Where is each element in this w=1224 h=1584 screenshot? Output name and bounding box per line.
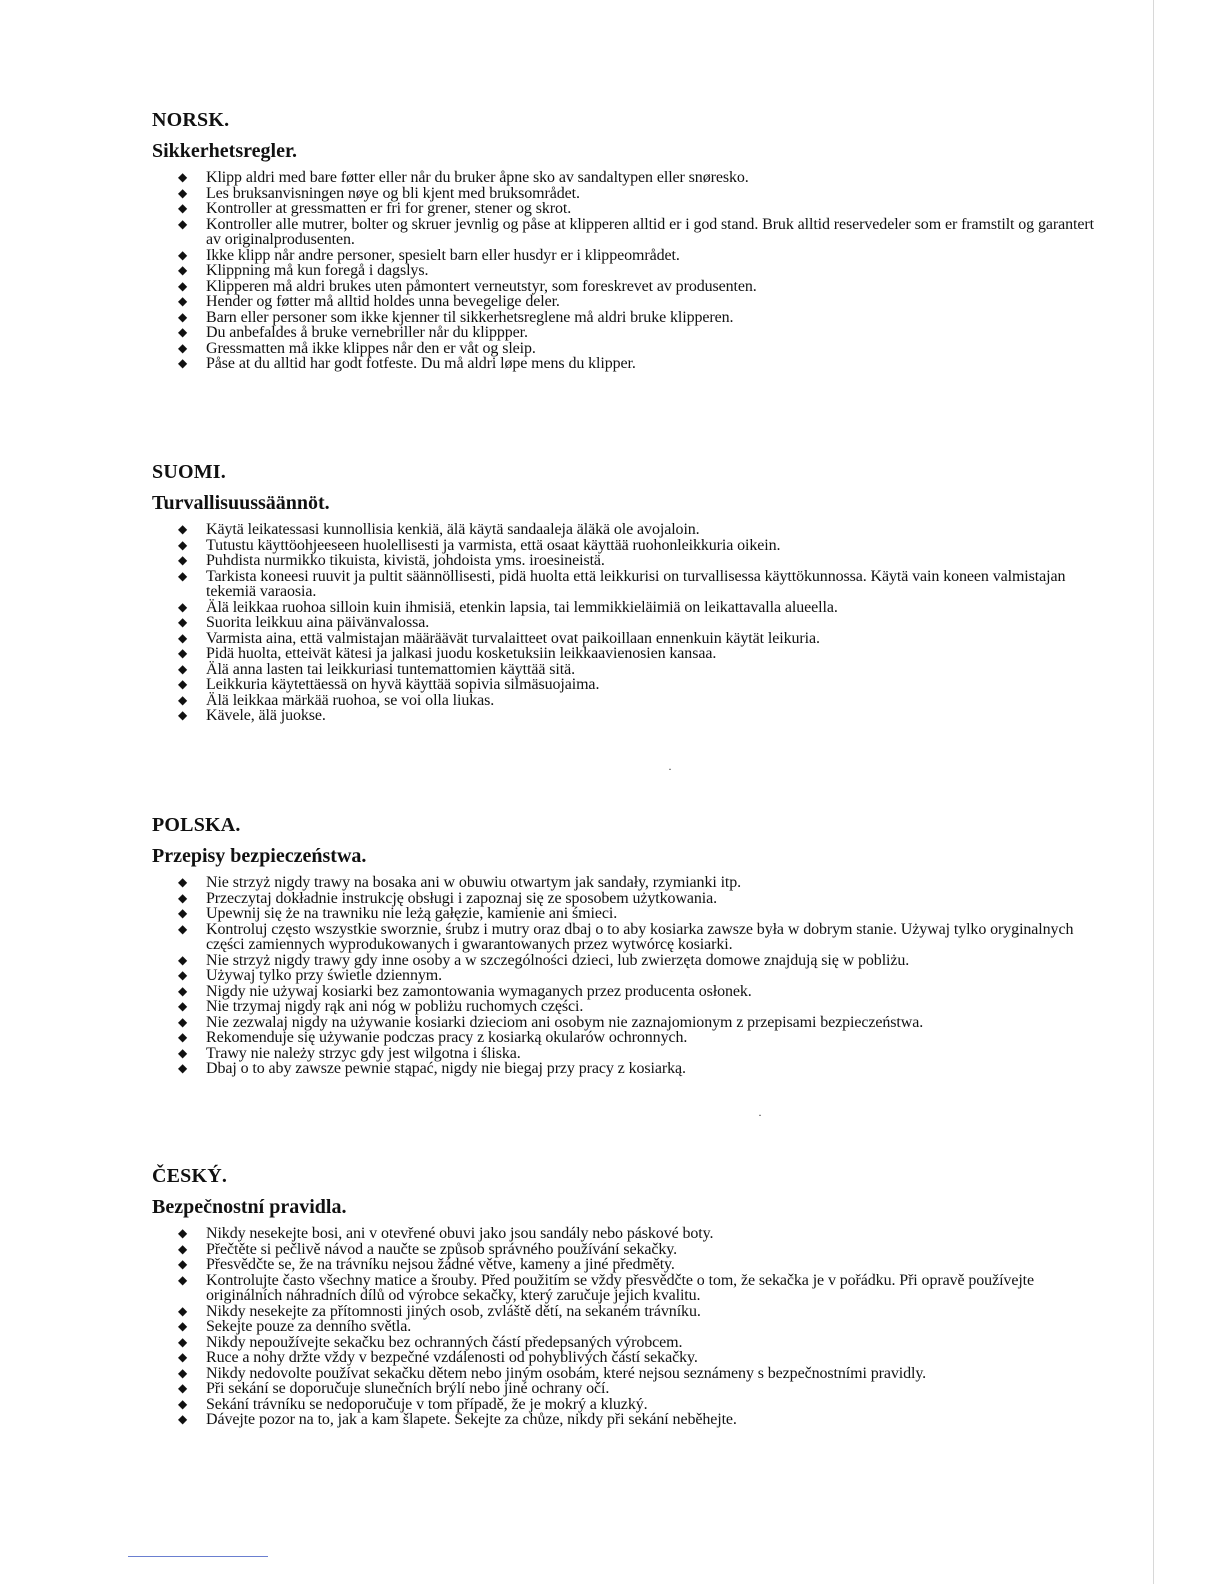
diamond-bullet-icon: ◆: [178, 216, 188, 231]
rule-text: Barn eller personer som ikke kjenner til sikkerhetsreglene må aldri bruke klipperen.: [206, 308, 734, 326]
diamond-bullet-icon: ◆: [178, 1412, 188, 1426]
diamond-bullet-icon: ◆: [178, 1241, 188, 1256]
rule-text: Ikke klipp når andre personer, spesielt barn eller husdyr er i klippeområdet.: [206, 246, 680, 264]
rule-item: [178, 922, 1112, 953]
rule-item: [178, 968, 1112, 984]
rules-list: [152, 522, 1112, 724]
scan-speck: ·: [668, 762, 672, 776]
rule-item: [178, 1366, 1112, 1382]
diamond-bullet-icon: ◆: [178, 1350, 188, 1364]
diamond-bullet-icon: ◆: [178, 1061, 188, 1075]
rule-item: [178, 248, 1112, 264]
diamond-bullet-icon: ◆: [178, 646, 188, 660]
rule-item: [178, 906, 1112, 922]
rule-item: [178, 1061, 1112, 1077]
section-title: Sikkerhetsregler.: [152, 140, 297, 162]
rule-item: [178, 1304, 1112, 1320]
rule-text: Les bruksanvisningen nøye og bli kjent med bruksområdet.: [206, 184, 580, 202]
diamond-bullet-icon: ◆: [178, 1257, 188, 1271]
rule-item: [178, 522, 1112, 538]
rule-item: [178, 1015, 1112, 1031]
diamond-bullet-icon: ◆: [178, 1045, 188, 1060]
rule-item: [178, 356, 1112, 372]
rule-item: [178, 1030, 1112, 1046]
rule-item: [178, 953, 1112, 969]
diamond-bullet-icon: ◆: [178, 890, 188, 905]
diamond-bullet-icon: ◆: [178, 661, 188, 676]
rule-item: [178, 279, 1112, 295]
section-norsk: [152, 108, 1112, 372]
diamond-bullet-icon: ◆: [178, 309, 188, 324]
language-heading: ČESKÝ.: [152, 1165, 228, 1187]
rule-text: Przeczytaj dokładnie instrukcję obsługi i zapoznaj się ze sposobem użytkowania.: [206, 889, 718, 907]
rule-text: Suorita leikkuu aina päivänvalossa.: [206, 614, 430, 631]
diamond-bullet-icon: ◆: [178, 522, 188, 536]
rule-item: [178, 201, 1112, 217]
rule-item: [178, 325, 1112, 341]
section-title: Turvallisuussäännöt.: [152, 492, 330, 514]
diamond-bullet-icon: ◆: [178, 201, 188, 215]
rule-text: Dávejte pozor na to, jak a kam šlapete. Sekejte za chůze, nikdy při sekání neběhejte.: [206, 1411, 737, 1428]
rules-list: [152, 1226, 1112, 1428]
rule-item: [178, 677, 1112, 693]
rule-item: [178, 1381, 1112, 1397]
diamond-bullet-icon: ◆: [178, 599, 188, 614]
diamond-bullet-icon: ◆: [178, 356, 188, 370]
rule-text: Kävele, älä juokse.: [206, 707, 326, 724]
rule-item: [178, 662, 1112, 678]
rule-item: [178, 999, 1112, 1015]
rule-text: Używaj tylko przy świetle dziennym.: [206, 967, 442, 984]
rule-text: Nie trzymaj nigdy rąk ani nóg w pobliżu ruchomych części.: [206, 998, 584, 1015]
section-cesky: [152, 1164, 1112, 1428]
rule-text: Trawy nie należy strzyc gdy jest wilgotna i śliska.: [206, 1044, 521, 1062]
diamond-bullet-icon: ◆: [178, 568, 188, 583]
rule-text: Puhdista nurmikko tikuista, kivistä, johdoista yms. iroesineistä.: [206, 552, 605, 569]
language-heading: SUOMI.: [152, 461, 226, 483]
diamond-bullet-icon: ◆: [178, 677, 188, 691]
diamond-bullet-icon: ◆: [178, 1319, 188, 1333]
language-heading: NORSK.: [152, 109, 230, 131]
rule-text: Přesvědčte se, že na trávníku nejsou žádné větve, kameny a jiné předměty.: [206, 1256, 675, 1273]
diamond-bullet-icon: ◆: [178, 952, 188, 967]
rules-list: [152, 170, 1112, 372]
section-title: Bezpečnostní pravidla.: [152, 1196, 347, 1218]
diamond-bullet-icon: ◆: [178, 921, 188, 936]
footer-rule: [128, 1556, 268, 1557]
rule-text: Älä anna lasten tai leikkuriasi tuntemattomien käyttää sitä.: [206, 660, 575, 678]
rule-text: Dbaj o to aby zawsze pewnie stąpać, nigdy nie biegaj przy pracy z kosiarką.: [206, 1060, 686, 1077]
rule-text: Nie zezwalaj nigdy na używanie kosiarki dzieciom ani osobym nie zaznajomionym z przepisami bezpieczeństwa.: [206, 1013, 924, 1031]
rule-text: Nikdy nedovolte používat sekačku dětem nebo jiným osobám, které nejsou seznámeny s bezpečnostními pravidly.: [206, 1364, 927, 1382]
rule-item: [178, 310, 1112, 326]
rule-text: Přečtěte si pečlivě návod a naučte se způsob správného používání sekačky.: [206, 1240, 678, 1258]
rule-text: Kontrolujte často všechny matice a šrouby. Před použitím se vždy přesvědčte o tom, že sekačka je v pořádku. Při opravě používejte originálních náhradních dílů od výrobce sekačky, který zaručuje jejich kvalitu.: [206, 1271, 1035, 1304]
diamond-bullet-icon: ◆: [178, 1014, 188, 1029]
rule-text: Älä leikkaa märkää ruohoa, se voi olla liukas.: [206, 691, 495, 709]
section-polska: [152, 813, 1112, 1077]
rule-text: Nigdy nie używaj kosiarki bez zamontowania wymaganych przez producenta osłonek.: [206, 982, 752, 1000]
rule-item: [178, 1046, 1112, 1062]
rule-text: Varmista aina, että valmistajan määräävät turvalaitteet ovat paikoillaan ennenkuin käytät leikuria.: [206, 629, 820, 647]
rule-item: [178, 1412, 1112, 1428]
rule-item: [178, 263, 1112, 279]
rule-text: Nikdy nepoužívejte sekačku bez ochranných částí předepsaných výrobcem.: [206, 1333, 683, 1351]
diamond-bullet-icon: ◆: [178, 170, 188, 184]
diamond-bullet-icon: ◆: [178, 537, 188, 552]
rule-item: [178, 600, 1112, 616]
diamond-bullet-icon: ◆: [178, 615, 188, 629]
rule-text: Du anbefaldes å bruke vernebriller når du klippper.: [206, 324, 528, 341]
diamond-bullet-icon: ◆: [178, 1365, 188, 1380]
rule-item: [178, 1242, 1112, 1258]
rule-text: Påse at du alltid har godt fotfeste. Du må aldri løpe mens du klipper.: [206, 355, 636, 372]
language-heading: POLSKA.: [152, 814, 241, 836]
diamond-bullet-icon: ◆: [178, 278, 188, 293]
diamond-bullet-icon: ◆: [178, 968, 188, 982]
rule-item: [178, 708, 1112, 724]
diamond-bullet-icon: ◆: [178, 1226, 188, 1240]
rule-text: Nikdy nesekejte bosi, ani v otevřené obuvi jako jsou sandály nebo páskové boty.: [206, 1225, 714, 1242]
diamond-bullet-icon: ◆: [178, 1396, 188, 1411]
rule-item: [178, 631, 1112, 647]
rule-item: [178, 693, 1112, 709]
diamond-bullet-icon: ◆: [178, 1272, 188, 1287]
diamond-bullet-icon: ◆: [178, 692, 188, 707]
diamond-bullet-icon: ◆: [178, 185, 188, 200]
diamond-bullet-icon: ◆: [178, 708, 188, 722]
rule-text: Kontroller alle mutrer, bolter og skruer jevnlig og påse at klipperen alltid er i god stand. Bruk alltid reservedeler som er framstilt og garantert av originalprodusenten.: [206, 215, 1094, 248]
rule-text: Käytä leikatessasi kunnollisia kenkiä, älä käytä sandaaleja äläkä ole avojaloin.: [206, 521, 700, 538]
rule-item: [178, 1397, 1112, 1413]
rule-item: [178, 1350, 1112, 1366]
rule-text: Sekání trávníku se nedoporučuje v tom případě, že je mokrý a kluzký.: [206, 1395, 648, 1413]
diamond-bullet-icon: ◆: [178, 875, 188, 889]
diamond-bullet-icon: ◆: [178, 906, 188, 920]
diamond-bullet-icon: ◆: [178, 325, 188, 339]
rule-item: [178, 569, 1112, 600]
rule-text: Klippning må kun foregå i dagslys.: [206, 262, 429, 279]
rule-item: [178, 538, 1112, 554]
rule-item: [178, 341, 1112, 357]
diamond-bullet-icon: ◆: [178, 294, 188, 308]
rule-text: Hender og føtter må alltid holdes unna bevegelige deler.: [206, 293, 560, 310]
diamond-bullet-icon: ◆: [178, 1030, 188, 1044]
rules-list: [152, 875, 1112, 1077]
rule-item: [178, 217, 1112, 248]
rule-item: [178, 294, 1112, 310]
rule-text: Kontroluj często wszystkie sworznie, śrubz i mutry oraz dbaj o to aby kosiarka zawsze była w dobrym stanie. Używaj tylko oryginalnych części zamiennych wyprodukowanych i gwarantowanych przez wytwórcę kosiarki.: [206, 920, 1074, 953]
diamond-bullet-icon: ◆: [178, 1381, 188, 1395]
rule-text: Sekejte pouze za denního světla.: [206, 1318, 412, 1335]
diamond-bullet-icon: ◆: [178, 983, 188, 998]
rule-item: [178, 646, 1112, 662]
section-suomi: [152, 460, 1112, 724]
rule-text: Tarkista koneesi ruuvit ja pultit säännöllisesti, pidä huolta että leikkurisi on turvallisessa käyttökunnossa. Käytä vain koneen valmistajan tekemiä varaosia.: [206, 567, 1066, 600]
scan-speck: ·: [758, 1108, 762, 1122]
page-edge-line: [1153, 0, 1154, 1584]
diamond-bullet-icon: ◆: [178, 999, 188, 1013]
diamond-bullet-icon: ◆: [178, 630, 188, 645]
diamond-bullet-icon: ◆: [178, 553, 188, 567]
diamond-bullet-icon: ◆: [178, 1334, 188, 1349]
rule-item: [178, 553, 1112, 569]
rule-text: Nikdy nesekejte za přítomnosti jiných osob, zvláště dětí, na sekaném trávníku.: [206, 1302, 701, 1320]
diamond-bullet-icon: ◆: [178, 263, 188, 277]
rule-text: Ruce a nohy držte vždy v bezpečné vzdálenosti od pohyblivých částí sekačky.: [206, 1349, 698, 1366]
rule-item: [178, 1226, 1112, 1242]
rule-item: [178, 1273, 1112, 1304]
rule-text: Tutustu käyttöohjeeseen huolellisesti ja varmista, että osaat käyttää ruohonleikkuria oikein.: [206, 536, 781, 554]
rule-item: [178, 875, 1112, 891]
rule-text: Upewnij się że na trawniku nie leżą gałęzie, kamienie ani śmieci.: [206, 905, 618, 922]
rule-item: [178, 984, 1112, 1000]
rule-text: Gressmatten må ikke klippes når den er våt og sleip.: [206, 339, 536, 357]
rule-text: Pidä huolta, etteivät kätesi ja jalkasi juodu kosketuksiin leikkaavienosien kansaa.: [206, 645, 717, 662]
rule-text: Při sekání se doporučuje slunečních brýlí nebo jiné ochrany očí.: [206, 1380, 610, 1397]
diamond-bullet-icon: ◆: [178, 247, 188, 262]
rule-item: [178, 891, 1112, 907]
rule-item: [178, 1257, 1112, 1273]
rule-text: Älä leikkaa ruohoa silloin kuin ihmisiä, etenkin lapsia, tai lemmikkieläimiä on leikattavalla alueella.: [206, 598, 838, 616]
rule-text: Klipp aldri med bare føtter eller når du bruker åpne sko av sandaltypen eller snøresko.: [206, 169, 749, 186]
section-title: Przepisy bezpieczeństwa.: [152, 845, 367, 867]
rule-item: [178, 615, 1112, 631]
diamond-bullet-icon: ◆: [178, 1303, 188, 1318]
rule-text: Rekomenduje się używanie podczas pracy z kosiarką okularów ochronnych.: [206, 1029, 688, 1046]
rule-item: [178, 1319, 1112, 1335]
rule-text: Klipperen må aldri brukes uten påmontert verneutstyr, som foreskrevet av produsenten.: [206, 277, 757, 295]
rule-text: Kontroller at gressmatten er fri for grener, stener og skrot.: [206, 200, 572, 217]
rule-item: [178, 1335, 1112, 1351]
rule-item: [178, 186, 1112, 202]
rule-item: [178, 170, 1112, 186]
rule-text: Nie strzyż nigdy trawy gdy inne osoby a w szczególności dzieci, lub zwierzęta domowe znajdują się w pobliżu.: [206, 951, 910, 969]
rule-text: Nie strzyż nigdy trawy na bosaka ani w obuwiu otwartym jak sandały, rzymianki itp.: [206, 874, 742, 891]
rule-text: Leikkuria käytettäessä on hyvä käyttää sopivia silmäsuojaima.: [206, 676, 600, 693]
diamond-bullet-icon: ◆: [178, 340, 188, 355]
